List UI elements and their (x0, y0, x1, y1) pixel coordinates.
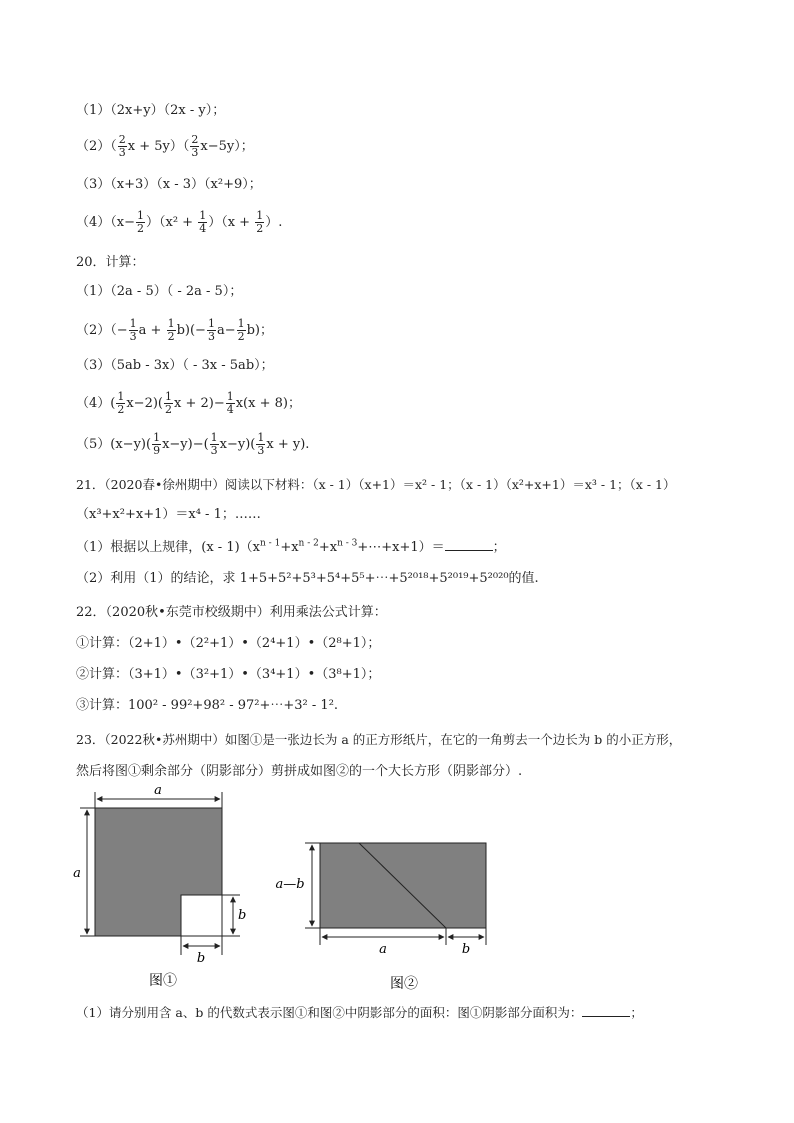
q22-item-2: ②计算：（3+1）•（3²+1）•（3⁴+1）•（3⁸+1）； (76, 667, 381, 682)
q20-item-3: （3）（5ab - 3x）（ - 3x - 5ab）； (76, 358, 274, 373)
fig1-label-top: a (154, 783, 162, 798)
q19-item-3: （3）（x+3）（x - 3）（x²+9）； (76, 177, 262, 192)
q22-title: 22．（2020秋•东莞市校级期中）利用乘法公式计算： (76, 605, 387, 620)
fig2-label-left: a—b (275, 877, 305, 892)
fraction: $\frac{1}{3}$ (207, 317, 215, 343)
fraction: $\frac{2}{3}$ (191, 133, 199, 159)
figure-1 (73, 783, 246, 989)
q23-line-1: 23．（2022秋•苏州期中）如图①是一张边长为 a 的正方形纸片，在它的一角剪去一个边长为 b 的小正方形， (76, 732, 682, 747)
fraction: $\frac{1}{4}$ (199, 209, 207, 235)
q22-item-3: ③计算：100² - 99²+98² - 97²+⋯+3² - 1². (76, 698, 339, 713)
q20-item-5: （5）(x−y)( $\frac{1}{9}$ x−y)−( $\frac{1}{3}$ x−y)( $\frac{1}{3}$ x + y). (76, 431, 310, 457)
fraction: $\frac{1}{3}$ (257, 431, 265, 457)
q19-item-2-label: （2）（ (76, 139, 117, 154)
fig2-caption: 图② (390, 976, 418, 992)
q22-item-1: ①计算：（2+1）•（2²+1）•（2⁴+1）•（2⁸+1）； (76, 636, 381, 651)
answer-blank (582, 1004, 630, 1017)
fig1-label-small-bottom: b (196, 951, 206, 966)
q20-title: 20．计算： (76, 255, 145, 270)
fig1-cut-square (181, 895, 222, 936)
fraction: $\frac{1}{3}$ (129, 317, 137, 343)
q19-item-2: （2）（ $\frac{2}{3}$ x + 5y）（ $\frac{2}{3}$ x−5y）； (76, 133, 254, 159)
fraction: $\frac{1}{2}$ (117, 390, 125, 416)
q21-part-1: （1）根据以上规律，$(x - 1)(x^{n - 1}+x^{n - 2}+x^{n - 3}+\cdots+x+1)=$ ； (76, 538, 506, 555)
answer-blank (445, 538, 493, 551)
fraction: $\frac{1}{3}$ (210, 431, 218, 457)
q21-continuation: （x³+x²+x+1）＝x⁴ - 1；…… (76, 507, 261, 522)
fraction: $\frac{1}{2}$ (137, 209, 144, 235)
fraction: $\frac{1}{4}$ (226, 390, 234, 416)
fig1-label-left: a (73, 866, 81, 881)
q21-title: 21．（2020春•徐州期中）阅读以下材料：（x - 1）（x+1）＝x² - 1；（x - 1）（x²+x+1）＝x³ - 1；（x - 1） (76, 477, 676, 492)
fig1-label-small-right: b (238, 908, 247, 923)
fig1-shaded-region (95, 808, 222, 936)
q20-item-4: （4）( $\frac{1}{2}$ x−2)( $\frac{1}{2}$ x + 2)− $\frac{1}{4}$ x(x + 8)； (76, 390, 301, 416)
fraction: $\frac{2}{3}$ (118, 133, 126, 159)
q19-item-1: （1）（2x+y）（2x - y）； (76, 103, 226, 118)
q20-item-1: （1）（2a - 5）（ - 2a - 5）； (76, 284, 243, 299)
q20-item-2: （2）（− $\frac{1}{3}$ a + $\frac{1}{2}$ b)(− $\frac{1}{3}$ a− $\frac{1}{2}$ b)； (76, 317, 274, 343)
q23-part-1: （1）请分别用含 a、b 的代数式表示图①和图②中阴影部分的面积：图①阴影部分面积为： ； (76, 1005, 643, 1020)
fig2-shaded-rectangle (320, 843, 486, 928)
fig2-diagonal-cut (359, 843, 446, 928)
q19-item-4: （4）（x− $\frac{1}{2}$ ）（x² + $\frac{1}{4}$ ）（x + $\frac{1}{2}$ ）. (76, 209, 283, 235)
fraction: $\frac{1}{9}$ (153, 431, 161, 457)
fraction: $\frac{1}{2}$ (167, 317, 175, 343)
q21-part-2: （2）利用（1）的结论，求 1+5+5²+5³+5⁴+5⁵+⋯+5²⁰¹⁸+5²⁰¹⁹+5²⁰²⁰的值. (76, 571, 539, 586)
fig2-label-bottom-a: a (379, 942, 387, 957)
q23-line-2: 然后将图①剩余部分（阴影部分）剪拼成如图②的一个大长方形（阴影部分）. (76, 764, 523, 779)
fraction: $\frac{1}{2}$ (237, 317, 245, 343)
fraction: $\frac{1}{2}$ (256, 209, 264, 235)
fraction: $\frac{1}{2}$ (164, 390, 172, 416)
figure-2 (275, 843, 486, 992)
fig1-caption: 图① (149, 973, 177, 989)
fig2-label-bottom-b: b (461, 942, 471, 957)
